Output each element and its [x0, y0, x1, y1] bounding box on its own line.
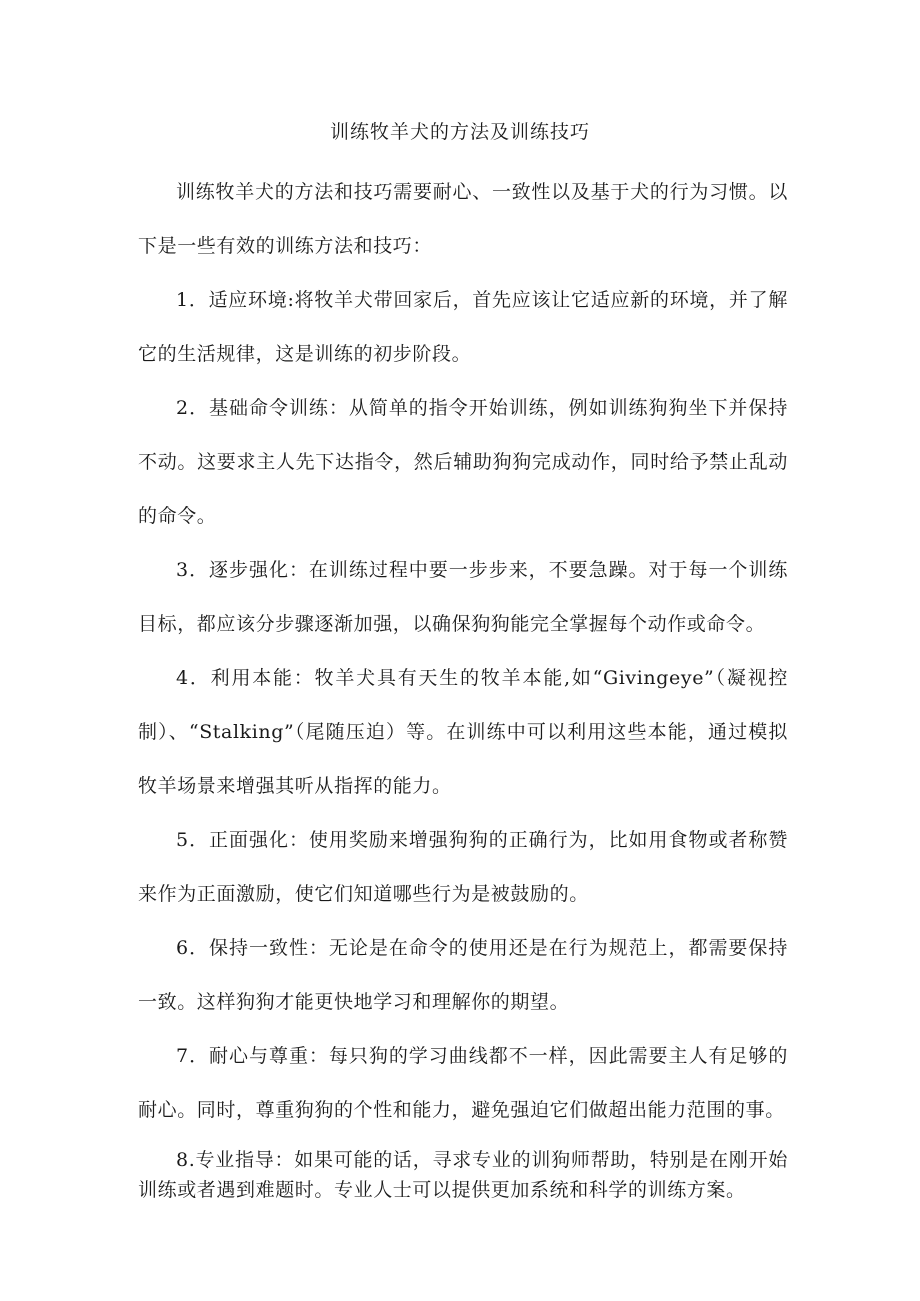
- list-item-1: 1．适应环境:将牧羊犬带回家后，首先应该让它适应新的环境，并了解它的生活规律，这是训练的初步阶段。: [138, 289, 788, 365]
- list-item-5: 5．正面强化：使用奖励来增强狗狗的正确行为，比如用食物或者称赞来作为正面激励，使它们知道哪些行为是被鼓励的。: [138, 829, 788, 905]
- list-item-6: 6．保持一致性：无论是在命令的使用还是在行为规范上，都需要保持一致。这样狗狗才能更快地学习和理解你的期望。: [138, 937, 788, 1013]
- list-item-8: 8.专业指导：如果可能的话，寻求专业的训狗师帮助，特别是在刚开始训练或者遇到难题时。专业人士可以提供更加系统和科学的训练方案。: [138, 1149, 788, 1201]
- intro-paragraph: 训练牧羊犬的方法和技巧需要耐心、一致性以及基于犬的行为习惯。以下是一些有效的训练方法和技巧：: [138, 181, 788, 257]
- list-item-2: 2．基础命令训练：从简单的指令开始训练，例如训练狗狗坐下并保持不动。这要求主人先下达指令，然后辅助狗狗完成动作，同时给予禁止乱动的命令。: [138, 397, 788, 527]
- list-item-7: 7．耐心与尊重：每只狗的学习曲线都不一样，因此需要主人有足够的耐心。同时，尊重狗狗的个性和能力，避免强迫它们做超出能力范围的事。: [138, 1045, 788, 1121]
- document-title: 训练牧羊犬的方法及训练技巧: [329, 121, 590, 143]
- list-item-4: 4．利用本能：牧羊犬具有天生的牧羊本能,如“Givingeye”（凝视控制）、“Stalking”（尾随压迫）等。在训练中可以利用这些本能，通过模拟牧羊场景来增强其听从指挥的能力。: [138, 667, 788, 797]
- list-item-3: 3．逐步强化：在训练过程中要一步步来，不要急躁。对于每一个训练目标，都应该分步骤逐渐加强，以确保狗狗能完全掌握每个动作或命令。: [138, 559, 788, 635]
- document-body: [138, 165, 788, 1205]
